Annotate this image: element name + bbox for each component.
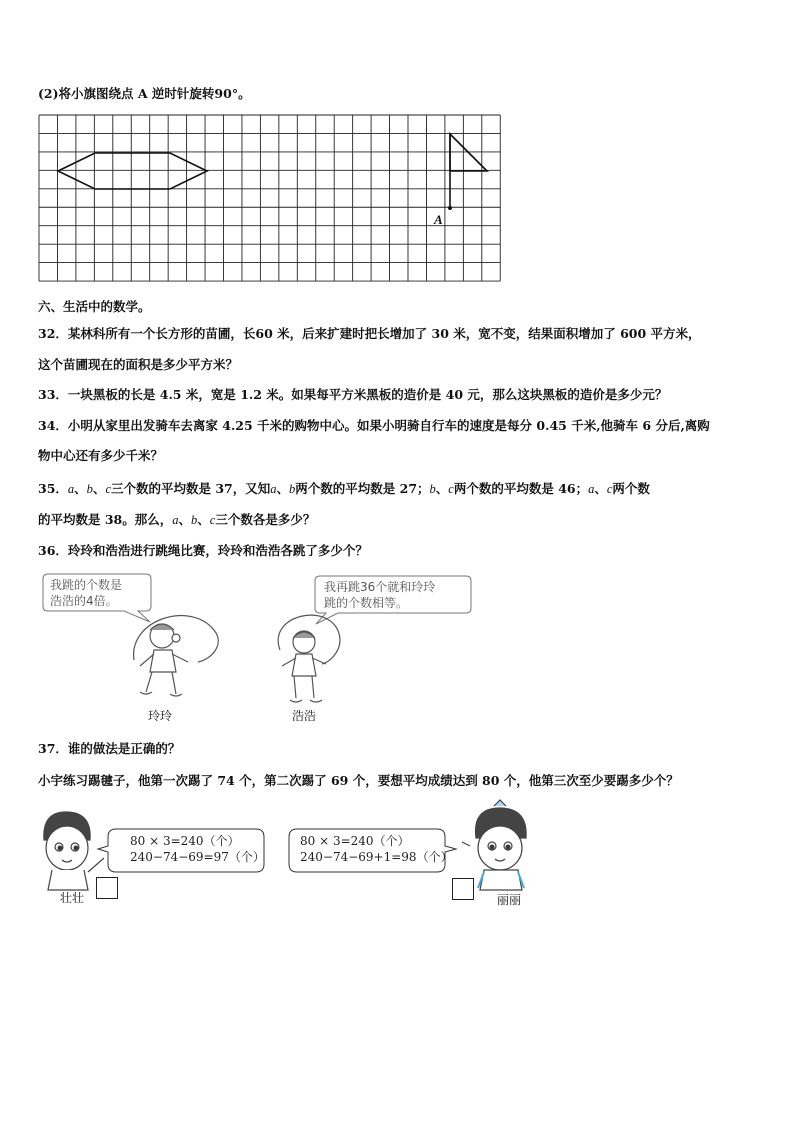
left-calc-line2: 240−74−69=97（个） — [130, 850, 265, 864]
name-lingling: 玲玲 — [148, 709, 173, 723]
q34-line1: 34．小明从家里出发骑车去离家 4.25 千米的购物中心。如果小明骑自行车的速度是每分 0.45 千米,他骑车 6 分后,离购 — [38, 418, 710, 433]
name-lili: 丽丽 — [497, 893, 522, 907]
q32-line1: 32．某林科所有一个长方形的苗圃，长60 米，后来扩建时把长增加了 30 米，宽不变，结果面积增加了 600 平方米， — [38, 326, 701, 341]
q35-line2: 的平均数是 38。那么，a、b、c三个数各是多少？ — [38, 512, 316, 527]
q32-line2: 这个苗圃现在的面积是多少平方米？ — [38, 357, 239, 372]
right-calc-line2: 240−74−69+1=98（个） — [300, 850, 453, 864]
q35-line1: 35．a、b、c三个数的平均数是 37，又知a、b两个数的平均数是 27；b、c两个数的平均数是 46；a、c两个数 — [38, 481, 650, 496]
point-a-label: A — [434, 212, 443, 227]
bubble-left-line1: 我跳的个数是 — [50, 578, 123, 592]
section-6-title: 六、生活中的数学。 — [38, 299, 151, 314]
bubble-left-line2: 浩浩的4倍。 — [50, 594, 118, 608]
name-zhuangzhuang: 壮壮 — [60, 891, 85, 905]
q31-part2-text: (2)将小旗图绕点 A 逆时针旋转90°。 — [38, 86, 251, 101]
right-calc-line1: 80 × 3=240（个） — [300, 834, 410, 848]
answer-box-lili[interactable] — [452, 878, 474, 900]
answer-box-zhuangzhuang[interactable] — [96, 877, 118, 899]
q36-line1: 36．玲玲和浩浩进行跳绳比赛，玲玲和浩浩各跳了多少个？ — [38, 543, 368, 558]
q37-line2: 小宇练习踢毽子，他第一次踢了 74 个，第二次踢了 69 个，要想平均成绩达到 80 个，他第三次至少要踢多少个？ — [38, 773, 679, 788]
bubble-right-line2: 跳的个数相等。 — [324, 596, 409, 610]
q34-line2: 物中心还有多少千米？ — [38, 448, 164, 463]
q37-line1: 37．谁的做法是正确的？ — [38, 741, 181, 756]
name-haohao: 浩浩 — [292, 709, 317, 723]
lili-figure — [462, 800, 526, 890]
left-calc-line1: 80 × 3=240（个） — [130, 834, 240, 848]
bubble-right-line1: 我再跳36个就和玲玲 — [324, 580, 436, 594]
q33-line1: 33．一块黑板的长是 4.5 米，宽是 1.2 米。如果每平方米黑板的造价是 40 元，那么这块黑板的造价是多少元？ — [38, 387, 668, 402]
zhuangzhuang-figure — [44, 812, 104, 890]
